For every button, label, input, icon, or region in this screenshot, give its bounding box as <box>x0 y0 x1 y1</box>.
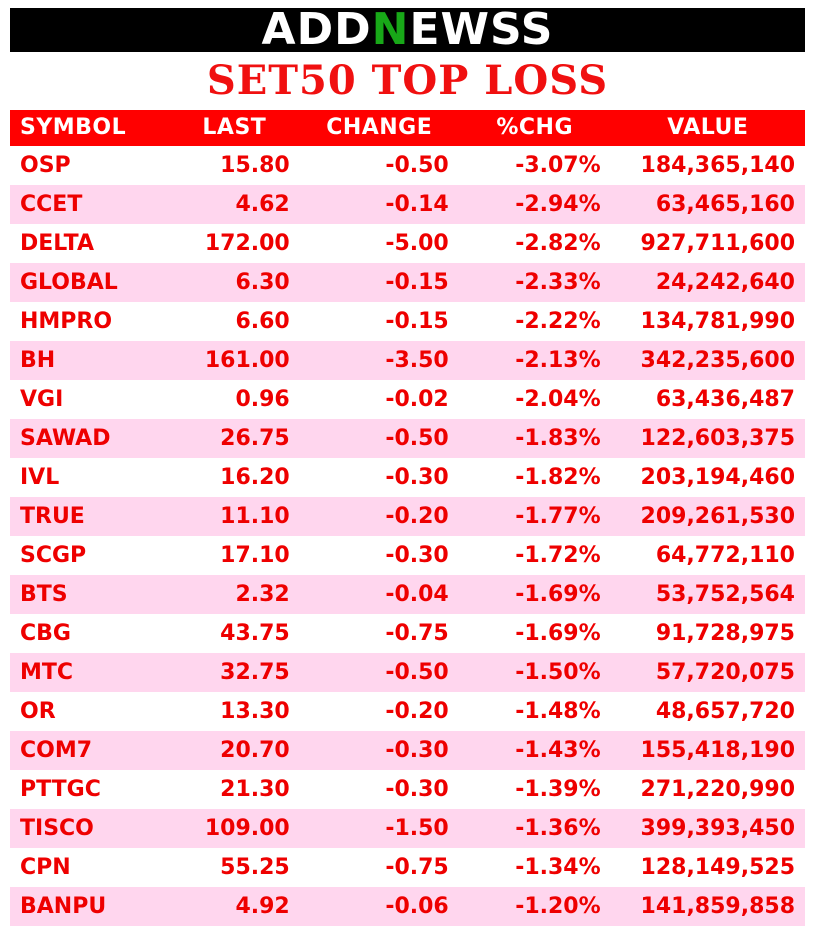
cell-value: 63,436,487 <box>611 380 805 419</box>
cell-symbol: TISCO <box>10 809 169 848</box>
cell-change: -0.50 <box>300 653 459 692</box>
cell-pctchg: -2.33% <box>459 263 611 302</box>
cell-last: 13.30 <box>169 692 300 731</box>
cell-change: -5.00 <box>300 224 459 263</box>
cell-last: 43.75 <box>169 614 300 653</box>
cell-pctchg: -1.36% <box>459 809 611 848</box>
cell-change: -0.15 <box>300 302 459 341</box>
cell-pctchg: -1.82% <box>459 458 611 497</box>
table-row <box>10 692 805 731</box>
cell-value: 134,781,990 <box>611 302 805 341</box>
cell-pctchg: -1.69% <box>459 614 611 653</box>
column-header-pctchg: %CHG <box>459 110 611 146</box>
table-row <box>10 575 805 614</box>
cell-last: 20.70 <box>169 731 300 770</box>
table-header-row <box>10 110 805 146</box>
cell-last: 17.10 <box>169 536 300 575</box>
cell-last: 15.80 <box>169 146 300 185</box>
cell-last: 6.60 <box>169 302 300 341</box>
cell-value: 342,235,600 <box>611 341 805 380</box>
table-row <box>10 458 805 497</box>
cell-pctchg: -1.83% <box>459 419 611 458</box>
cell-last: 6.30 <box>169 263 300 302</box>
cell-pctchg: -1.72% <box>459 536 611 575</box>
cell-pctchg: -2.94% <box>459 185 611 224</box>
cell-last: 4.92 <box>169 887 300 926</box>
cell-value: 128,149,525 <box>611 848 805 887</box>
cell-change: -0.30 <box>300 458 459 497</box>
cell-symbol: OR <box>10 692 169 731</box>
cell-symbol: CPN <box>10 848 169 887</box>
table-row <box>10 341 805 380</box>
cell-symbol: OSP <box>10 146 169 185</box>
cell-value: 48,657,720 <box>611 692 805 731</box>
table-header <box>10 110 805 146</box>
cell-symbol: HMPRO <box>10 302 169 341</box>
table-row <box>10 809 805 848</box>
cell-pctchg: -1.43% <box>459 731 611 770</box>
cell-last: 26.75 <box>169 419 300 458</box>
cell-last: 109.00 <box>169 809 300 848</box>
brand-logo <box>261 4 554 55</box>
cell-change: -0.50 <box>300 419 459 458</box>
cell-change: -0.30 <box>300 536 459 575</box>
cell-change: -0.75 <box>300 848 459 887</box>
cell-pctchg: -2.22% <box>459 302 611 341</box>
cell-change: -0.20 <box>300 692 459 731</box>
table-row <box>10 614 805 653</box>
cell-symbol: BH <box>10 341 169 380</box>
cell-symbol: PTTGC <box>10 770 169 809</box>
table-row <box>10 653 805 692</box>
cell-change: -0.15 <box>300 263 459 302</box>
cell-value: 64,772,110 <box>611 536 805 575</box>
cell-symbol: BTS <box>10 575 169 614</box>
column-header-last: LAST <box>169 110 300 146</box>
cell-pctchg: -1.20% <box>459 887 611 926</box>
cell-value: 24,242,640 <box>611 263 805 302</box>
cell-last: 0.96 <box>169 380 300 419</box>
cell-value: 57,720,075 <box>611 653 805 692</box>
cell-last: 55.25 <box>169 848 300 887</box>
cell-symbol: DELTA <box>10 224 169 263</box>
cell-value: 155,418,190 <box>611 731 805 770</box>
cell-change: -0.75 <box>300 614 459 653</box>
table-body <box>10 146 805 926</box>
cell-value: 271,220,990 <box>611 770 805 809</box>
cell-change: -0.02 <box>300 380 459 419</box>
table-row <box>10 536 805 575</box>
cell-last: 161.00 <box>169 341 300 380</box>
cell-symbol: MTC <box>10 653 169 692</box>
cell-value: 184,365,140 <box>611 146 805 185</box>
table-row <box>10 185 805 224</box>
cell-pctchg: -2.13% <box>459 341 611 380</box>
cell-value: 53,752,564 <box>611 575 805 614</box>
brand-logo-part2: N <box>371 4 410 55</box>
brand-logo-part1: ADD <box>261 4 372 55</box>
cell-symbol: GLOBAL <box>10 263 169 302</box>
table-row <box>10 497 805 536</box>
cell-last: 32.75 <box>169 653 300 692</box>
cell-pctchg: -1.48% <box>459 692 611 731</box>
cell-value: 63,465,160 <box>611 185 805 224</box>
table-row <box>10 263 805 302</box>
page-title: SET50 TOP LOSS <box>206 57 609 104</box>
cell-change: -1.50 <box>300 809 459 848</box>
table-row <box>10 770 805 809</box>
cell-symbol: CCET <box>10 185 169 224</box>
table-row <box>10 731 805 770</box>
cell-value: 209,261,530 <box>611 497 805 536</box>
table-row <box>10 224 805 263</box>
cell-change: -0.04 <box>300 575 459 614</box>
cell-value: 91,728,975 <box>611 614 805 653</box>
cell-value: 927,711,600 <box>611 224 805 263</box>
cell-last: 2.32 <box>169 575 300 614</box>
cell-symbol: SCGP <box>10 536 169 575</box>
cell-symbol: IVL <box>10 458 169 497</box>
column-header-value: VALUE <box>611 110 805 146</box>
brand-bar <box>10 4 805 55</box>
cell-symbol: CBG <box>10 614 169 653</box>
cell-change: -0.30 <box>300 770 459 809</box>
cell-symbol: VGI <box>10 380 169 419</box>
cell-value: 141,859,858 <box>611 887 805 926</box>
table-row <box>10 380 805 419</box>
cell-change: -3.50 <box>300 341 459 380</box>
cell-value: 203,194,460 <box>611 458 805 497</box>
cell-change: -0.50 <box>300 146 459 185</box>
cell-change: -0.06 <box>300 887 459 926</box>
quotes-table <box>10 110 805 926</box>
cell-pctchg: -2.82% <box>459 224 611 263</box>
cell-change: -0.14 <box>300 185 459 224</box>
cell-last: 16.20 <box>169 458 300 497</box>
cell-last: 172.00 <box>169 224 300 263</box>
cell-pctchg: -1.50% <box>459 653 611 692</box>
cell-value: 122,603,375 <box>611 419 805 458</box>
cell-pctchg: -1.69% <box>459 575 611 614</box>
cell-symbol: SAWAD <box>10 419 169 458</box>
brand-logo-part3: EWSS <box>409 4 554 55</box>
cell-pctchg: -1.77% <box>459 497 611 536</box>
column-header-change: CHANGE <box>300 110 459 146</box>
cell-change: -0.20 <box>300 497 459 536</box>
cell-pctchg: -2.04% <box>459 380 611 419</box>
cell-last: 21.30 <box>169 770 300 809</box>
table-row <box>10 887 805 926</box>
cell-symbol: TRUE <box>10 497 169 536</box>
cell-last: 4.62 <box>169 185 300 224</box>
cell-pctchg: -1.39% <box>459 770 611 809</box>
column-header-symbol: SYMBOL <box>10 110 169 146</box>
table-row <box>10 419 805 458</box>
cell-change: -0.30 <box>300 731 459 770</box>
cell-pctchg: -1.34% <box>459 848 611 887</box>
cell-symbol: BANPU <box>10 887 169 926</box>
table-row <box>10 146 805 185</box>
cell-symbol: COM7 <box>10 731 169 770</box>
table-row <box>10 302 805 341</box>
cell-value: 399,393,450 <box>611 809 805 848</box>
cell-last: 11.10 <box>169 497 300 536</box>
table-row <box>10 848 805 887</box>
cell-pctchg: -3.07% <box>459 146 611 185</box>
